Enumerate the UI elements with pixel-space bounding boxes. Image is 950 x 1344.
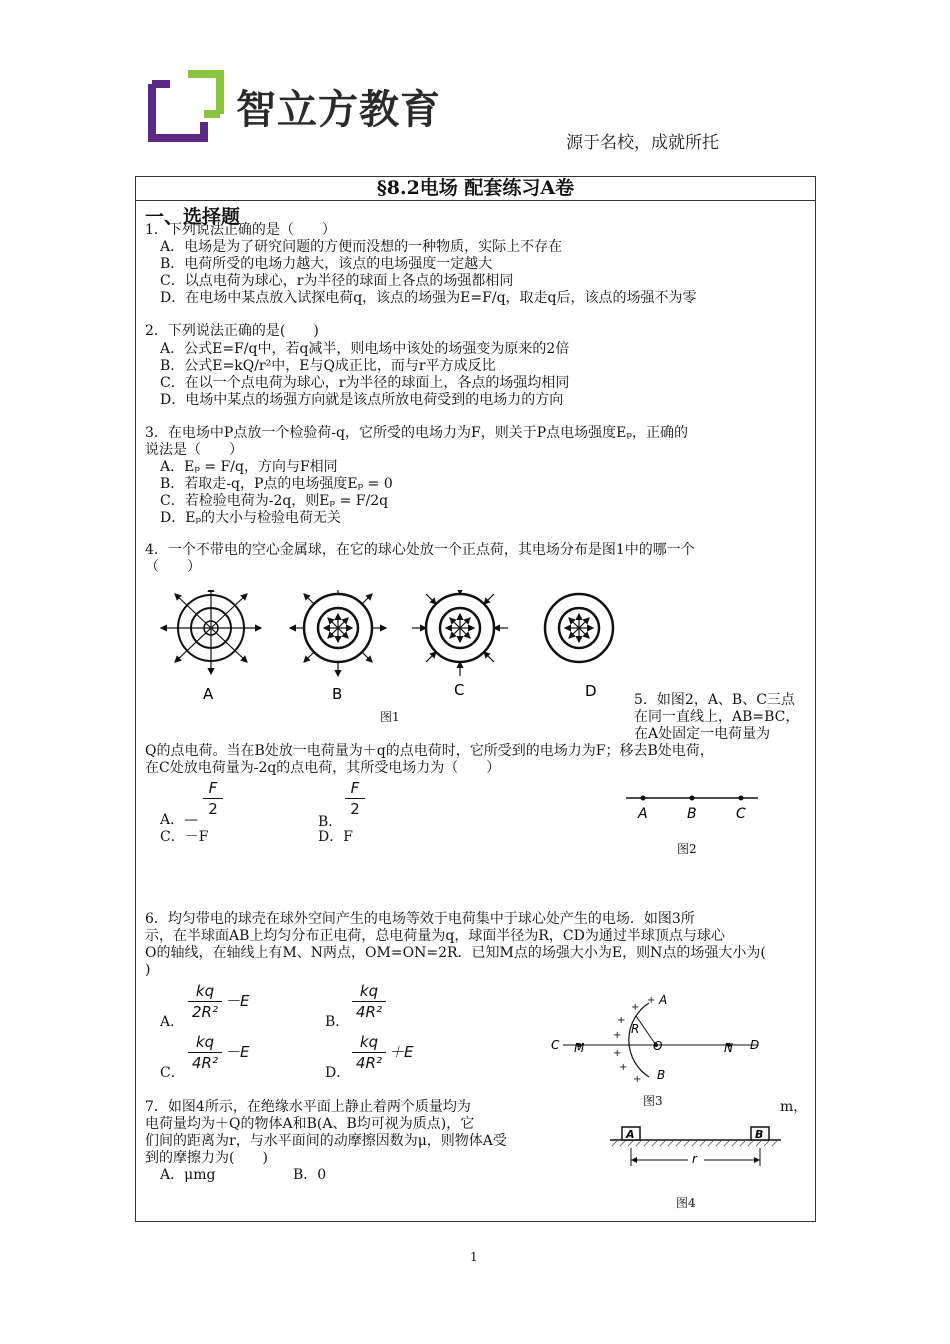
q4-stem-line1: 4．一个不带电的空心金属球，在它的球心处放一个正点荷，其电场分布是图1中的哪一个 [145, 542, 695, 558]
q7-line1-end: m， [780, 1099, 808, 1115]
fig1-label-b: B [332, 685, 343, 703]
q6-c-denominator: 4R² [192, 1054, 218, 1072]
q1-option-a: A．电场是为了研究问题的方便而没想的一种物质，实际上不存在 [160, 239, 563, 255]
brand-name: 智立方教育 [236, 87, 441, 133]
fig1-label-a: A [203, 685, 214, 703]
q2-option-a: A．公式E=F/q中，若q减半，则电场中该处的场强变为原来的2倍 [160, 341, 570, 357]
figure-4-blocks [608, 1122, 783, 1172]
q5-option-b: B． [318, 814, 343, 830]
svg-text:+: + [613, 1048, 622, 1059]
fig3-label-n: N [724, 1041, 733, 1055]
q7-option-b: B．0 [293, 1167, 327, 1183]
q2-option-b: B．公式E=kQ/r²中，E与Q成正比，而与r平方成反比 [160, 358, 496, 374]
q5-line1: 5．如图2，A、B、C三点 [634, 692, 795, 708]
q5-line2: 在同一直线上，AB=BC， [634, 709, 800, 725]
svg-text:+: + [613, 1030, 622, 1041]
q5-option-d: D．F [318, 829, 353, 845]
figure-1-field-diagrams [155, 590, 625, 705]
q2-option-d: D．电场中某点的场强方向就是该点所放电荷受到的电场力的方向 [160, 392, 564, 408]
figure-1-caption: 图1 [380, 710, 400, 724]
q2-option-c: C．在以一个点电荷为球心，r为半径的球面上，各点的场强均相同 [160, 375, 570, 391]
fig3-label-a: A [659, 993, 668, 1007]
q5-option-a-fraction [203, 779, 223, 818]
q3-option-d: D．Eₚ的大小与检验电荷无关 [160, 510, 342, 526]
q5-a-denominator: 2 [208, 800, 218, 818]
fig2-point-b: B [687, 806, 697, 822]
q3-stem-line2: 说法是（ ） [145, 442, 243, 458]
q6-line3: O的轴线，在轴线上有M、N两点，OM=ON=2R．已知M点的场强大小为E，则N点的场强大小为( [145, 945, 766, 961]
fig1-label-d: D [585, 682, 597, 700]
fig2-point-a: A [638, 806, 648, 822]
q1-stem: 1．下列说法正确的是（ ） [145, 222, 336, 238]
q6-line4: ) [145, 962, 151, 978]
doc-title: §8.2电场 配套练习A卷 [135, 176, 816, 201]
q2-stem: 2．下列说法正确的是( ) [145, 323, 319, 339]
q1-option-d: D．在电场中某点放入试探电荷q，该点的场强为E=F/q，取走q后，该点的场强不为零 [160, 290, 697, 306]
page-number: 1 [470, 1250, 478, 1264]
section-heading: 一、选择题 [145, 206, 241, 228]
fig3-label-c: C [551, 1038, 560, 1052]
q6-option-a-suffix: －E [225, 992, 250, 1010]
fig4-block-a: A [626, 1128, 635, 1141]
q5-b-numerator: F [350, 779, 360, 797]
svg-text:+: + [619, 1062, 628, 1073]
q6-option-a-fraction [188, 982, 222, 1021]
field-diagram-a [161, 590, 261, 674]
fig4-block-b: B [755, 1128, 764, 1141]
q6-option-c-fraction [188, 1033, 222, 1072]
field-diagram-d [545, 594, 613, 662]
q6-option-c-suffix: －E [225, 1043, 250, 1061]
q6-a-numerator: kq [195, 982, 215, 1000]
q5-a-numerator: F [208, 779, 218, 797]
svg-text:+: + [647, 995, 656, 1006]
figure-3-hemisphere [545, 990, 770, 1085]
q6-d-numerator: kq [359, 1033, 379, 1051]
q5-option-b-fraction [345, 779, 365, 818]
q3-stem-line1: 3．在电场中P点放一个检验荷-q，它所受的电场力为F，则关于P点电场强度Eₚ，正确的 [145, 425, 688, 441]
q6-d-denominator: 4R² [356, 1054, 382, 1072]
q3-option-a: A．Eₚ = F/q，方向与F相同 [160, 459, 338, 475]
fig4-distance-r: r [692, 1152, 697, 1166]
figure-3-caption: 图3 [643, 1094, 663, 1108]
q7-option-a: A．μmg [160, 1167, 216, 1183]
fig3-label-b: B [657, 1068, 666, 1082]
q5-line5: 在C处放电荷量为-2q的点电荷，其所受电场力为（ ） [145, 760, 501, 776]
figure-2-caption: 图2 [677, 842, 697, 856]
q7-line4: 到的摩擦力为( ) [145, 1150, 268, 1166]
q5-line4: Q的点电荷。当在B处放一电荷量为＋q的点电荷时，它所受到的电场力为F；移去B处电荷， [145, 743, 714, 759]
q3-option-b: B．若取走-q，P点的电场强度Eₚ = 0 [160, 476, 393, 492]
q3-option-c: C．若检验电荷为-2q，则Eₚ = F/2q [160, 493, 389, 509]
q1-option-c: C．以点电荷为球心，r为半径的球面上各点的场强都相同 [160, 273, 514, 289]
q5-line3: 在A处固定一电荷量为 [634, 726, 771, 742]
q5-option-c: C．－F [160, 829, 209, 845]
q6-option-a: A． [160, 1014, 185, 1030]
field-diagram-c [412, 590, 508, 676]
q7-line2: 电荷量均为＋Q的物体A和B(A、B均可视为质点)，它 [145, 1116, 475, 1132]
q6-option-d-suffix: ＋E [389, 1043, 414, 1061]
q5-option-a: A．— [160, 812, 199, 828]
q6-c-numerator: kq [195, 1033, 215, 1051]
svg-text:+: + [633, 1074, 642, 1085]
q7-line1: 7．如图4所示，在绝缘水平面上静止着两个质量均为 [145, 1099, 471, 1115]
q6-b-numerator: kq [359, 982, 379, 1000]
q5-b-denominator: 2 [350, 800, 360, 818]
brand-logo-icon [148, 70, 224, 142]
figure-4-caption: 图4 [676, 1196, 696, 1210]
field-diagram-b [290, 590, 386, 676]
q1-option-b: B．电荷所受的电场力越大，该点的电场强度一定越大 [160, 256, 493, 272]
fig3-label-r: R [631, 1022, 640, 1036]
q6-option-b: B． [325, 1014, 350, 1030]
fig3-label-o: O [653, 1039, 663, 1053]
q6-option-d-fraction [352, 1033, 386, 1072]
fig1-label-c: C [454, 681, 465, 699]
fig3-label-d: D [750, 1038, 760, 1052]
slogan: 源于名校，成就所托 [566, 133, 719, 153]
q6-b-denominator: 4R² [356, 1003, 382, 1021]
q6-line1: 6．均匀带电的球壳在球外空间产生的电场等效于电荷集中于球心处产生的电场．如图3所 [145, 911, 695, 927]
q6-option-d: D． [325, 1065, 351, 1081]
svg-text:+: + [617, 1015, 626, 1026]
q6-option-c: C． [160, 1065, 185, 1081]
q4-stem-line2: （ ） [145, 559, 201, 575]
svg-text:+: + [631, 1002, 640, 1013]
q6-option-b-fraction [352, 982, 386, 1021]
fig2-point-c: C [736, 806, 746, 822]
q6-line2: 示，在半球面AB上均匀分布正电荷，总电荷量为q，球面半径为R，CD为通过半球顶点与球心 [145, 928, 725, 944]
figure-2-line [622, 788, 762, 824]
fig3-label-m: M [574, 1041, 585, 1055]
q6-a-denominator: 2R² [192, 1003, 218, 1021]
q7-line3: 们间的距离为r，与水平面间的动摩擦因数为μ，则物体A受 [145, 1133, 507, 1149]
